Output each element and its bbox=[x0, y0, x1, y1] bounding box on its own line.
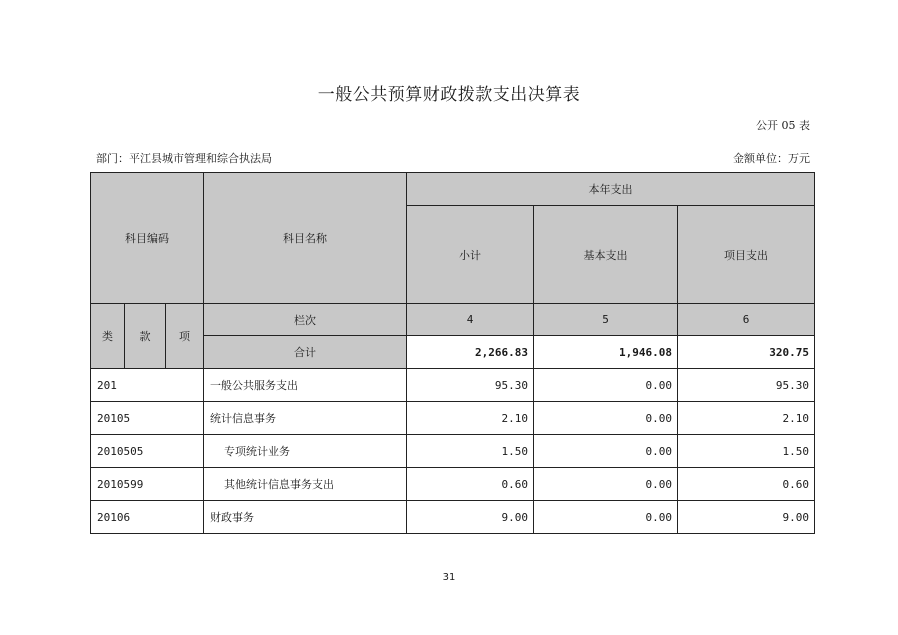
row-basic: 0.00 bbox=[534, 501, 678, 534]
total-project: 320.75 bbox=[678, 336, 815, 369]
header-project: 项目支出 bbox=[678, 206, 815, 304]
table-row bbox=[91, 468, 815, 501]
form-number: 公开 05 表 bbox=[756, 119, 810, 132]
row-project: 2.10 bbox=[678, 402, 815, 435]
row-project: 95.30 bbox=[678, 369, 815, 402]
header-kuan: 款 bbox=[125, 304, 166, 369]
row-project: 0.60 bbox=[678, 468, 815, 501]
table-row bbox=[91, 369, 815, 402]
row-basic: 0.00 bbox=[534, 435, 678, 468]
header-column-no: 栏次 bbox=[204, 304, 407, 336]
row-code: 201 bbox=[91, 369, 204, 402]
expenditure-table bbox=[90, 172, 815, 534]
total-subtotal: 2,266.83 bbox=[407, 336, 534, 369]
row-basic: 0.00 bbox=[534, 369, 678, 402]
header-col6: 6 bbox=[678, 304, 815, 336]
row-subtotal: 9.00 bbox=[407, 501, 534, 534]
row-code: 2010505 bbox=[91, 435, 204, 468]
row-subtotal: 1.50 bbox=[407, 435, 534, 468]
header-basic: 基本支出 bbox=[534, 206, 678, 304]
page-title: 一般公共预算财政拨款支出决算表 bbox=[317, 85, 581, 105]
row-code: 20105 bbox=[91, 402, 204, 435]
row-code: 2010599 bbox=[91, 468, 204, 501]
table-row bbox=[91, 501, 815, 534]
row-subtotal: 95.30 bbox=[407, 369, 534, 402]
table-row bbox=[91, 435, 815, 468]
header-code: 科目编码 bbox=[91, 173, 204, 304]
department-label: 部门：平江县城市管理和综合执法局 bbox=[96, 152, 272, 165]
header-subtotal: 小计 bbox=[407, 206, 534, 304]
header-col5: 5 bbox=[534, 304, 678, 336]
row-name: 统计信息事务 bbox=[204, 402, 407, 435]
row-name: 专项统计业务 bbox=[204, 435, 407, 468]
page-number: 31 bbox=[442, 572, 456, 583]
row-name: 财政事务 bbox=[204, 501, 407, 534]
table-row bbox=[91, 402, 815, 435]
row-basic: 0.00 bbox=[534, 402, 678, 435]
unit-label: 金额单位：万元 bbox=[733, 152, 810, 165]
row-project: 9.00 bbox=[678, 501, 815, 534]
total-label: 合计 bbox=[204, 336, 407, 369]
header-name: 科目名称 bbox=[204, 173, 407, 304]
row-basic: 0.00 bbox=[534, 468, 678, 501]
row-subtotal: 2.10 bbox=[407, 402, 534, 435]
row-project: 1.50 bbox=[678, 435, 815, 468]
row-subtotal: 0.60 bbox=[407, 468, 534, 501]
total-basic: 1,946.08 bbox=[534, 336, 678, 369]
header-col4: 4 bbox=[407, 304, 534, 336]
header-year-total: 本年支出 bbox=[407, 173, 815, 206]
row-name: 一般公共服务支出 bbox=[204, 369, 407, 402]
header-xiang: 项 bbox=[166, 304, 204, 369]
header-lei: 类 bbox=[91, 304, 125, 369]
row-name: 其他统计信息事务支出 bbox=[204, 468, 407, 501]
row-code: 20106 bbox=[91, 501, 204, 534]
